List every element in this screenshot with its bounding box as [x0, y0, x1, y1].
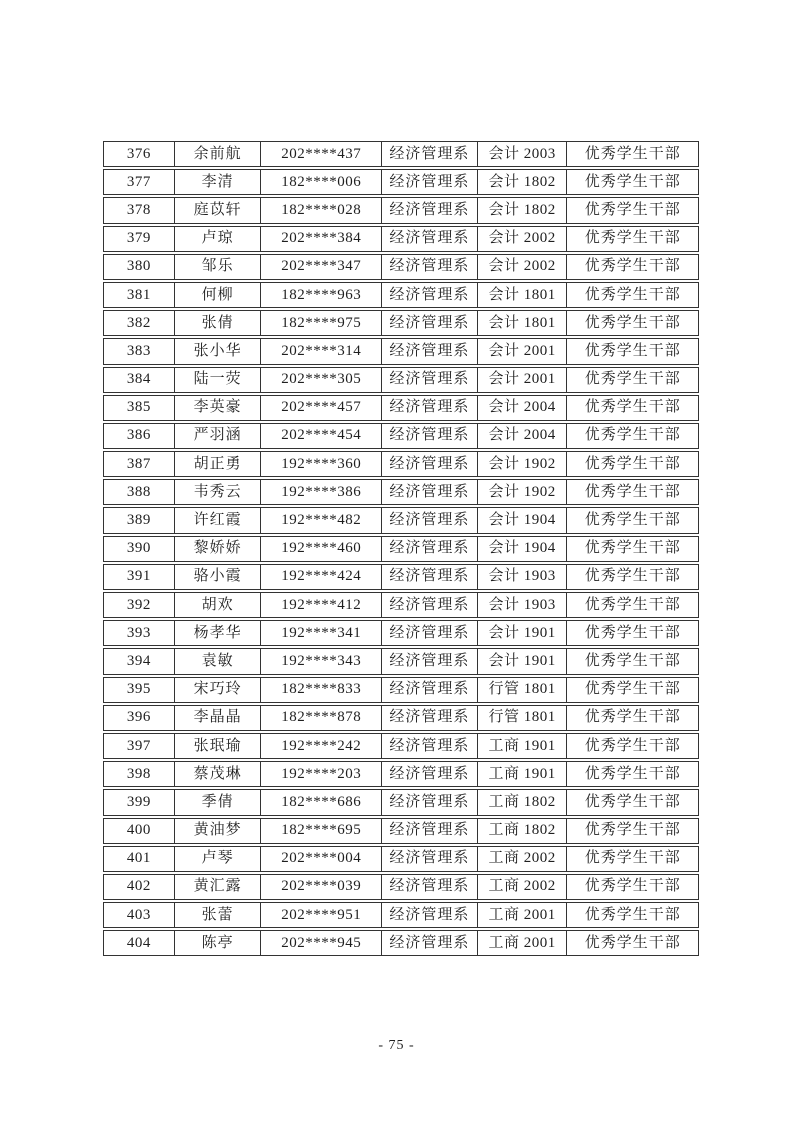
- cell-student-id: 202****004: [261, 847, 382, 871]
- cell-department: 经济管理系: [382, 170, 478, 194]
- cell-award: 优秀学生干部: [584, 737, 681, 754]
- table-row: [103, 648, 699, 674]
- cell-award: 优秀学生干部: [584, 455, 681, 472]
- table-row: [103, 620, 699, 646]
- cell-award: 优秀学生干部: [584, 596, 681, 613]
- cell-award: 优秀学生干部: [584, 512, 681, 529]
- cell-student-id: 192****343: [261, 649, 382, 673]
- cell-student-id: 192****203: [261, 762, 382, 786]
- cell-department: 经济管理系: [382, 762, 478, 786]
- cell-class: 会计 2002: [478, 255, 568, 279]
- table-row: [103, 592, 699, 618]
- table-row: [103, 705, 699, 731]
- table-row: [103, 564, 699, 590]
- cell-student-id: 182****878: [261, 706, 382, 730]
- cell-student-id: 192****424: [261, 565, 382, 589]
- cell-name: 卢琴: [175, 847, 262, 871]
- cell-award: 优秀学生干部: [584, 145, 681, 162]
- cell-award: 优秀学生干部: [584, 201, 681, 218]
- cell-index: 398: [104, 762, 175, 786]
- cell-department: 经济管理系: [382, 537, 478, 561]
- cell-department: 经济管理系: [382, 621, 478, 645]
- cell-class: 会计 1802: [478, 198, 568, 222]
- cell-student-id: 202****347: [261, 255, 382, 279]
- table-row: [103, 874, 699, 900]
- cell-student-id: 182****686: [261, 790, 382, 814]
- cell-class: 会计 1901: [478, 621, 568, 645]
- student-awards-table: [103, 141, 699, 958]
- cell-student-id: 202****305: [261, 368, 382, 392]
- cell-class: 工商 1901: [478, 762, 568, 786]
- page-number: - 75 -: [378, 1038, 415, 1053]
- cell-name: 庭苡轩: [175, 198, 262, 222]
- cell-index: 390: [104, 537, 175, 561]
- cell-department: 经济管理系: [382, 847, 478, 871]
- cell-class: 工商 2001: [478, 903, 568, 927]
- table-row: [103, 733, 699, 759]
- table-row: [103, 197, 699, 223]
- cell-index: 391: [104, 565, 175, 589]
- cell-award: 优秀学生干部: [584, 342, 681, 359]
- cell-award: 优秀学生干部: [584, 314, 681, 331]
- cell-department: 经济管理系: [382, 368, 478, 392]
- cell-name: 袁敏: [175, 649, 262, 673]
- cell-award: 优秀学生干部: [584, 286, 681, 303]
- cell-department: 经济管理系: [382, 649, 478, 673]
- cell-index: 397: [104, 734, 175, 758]
- cell-class: 工商 2002: [478, 875, 568, 899]
- cell-student-id: 182****975: [261, 311, 382, 335]
- table-row: [103, 536, 699, 562]
- cell-student-id: 202****951: [261, 903, 382, 927]
- cell-award: 优秀学生干部: [584, 173, 681, 190]
- cell-name: 季倩: [175, 790, 262, 814]
- cell-index: 384: [104, 368, 175, 392]
- cell-name: 张珉瑜: [175, 734, 262, 758]
- cell-index: 392: [104, 593, 175, 617]
- cell-department: 经济管理系: [382, 480, 478, 504]
- cell-name: 许红霞: [175, 508, 262, 532]
- cell-department: 经济管理系: [382, 593, 478, 617]
- table-row: [103, 367, 699, 393]
- cell-award: 优秀学生干部: [584, 399, 681, 416]
- cell-name: 张小华: [175, 339, 262, 363]
- cell-class: 会计 1903: [478, 565, 568, 589]
- cell-class: 工商 2001: [478, 931, 568, 955]
- cell-department: 经济管理系: [382, 678, 478, 702]
- cell-award: 优秀学生干部: [584, 568, 681, 585]
- cell-department: 经济管理系: [382, 875, 478, 899]
- cell-award: 优秀学生干部: [584, 624, 681, 641]
- cell-name: 李英豪: [175, 396, 262, 420]
- cell-department: 经济管理系: [382, 819, 478, 843]
- cell-name: 李晶晶: [175, 706, 262, 730]
- cell-index: 389: [104, 508, 175, 532]
- cell-department: 经济管理系: [382, 931, 478, 955]
- cell-class: 会计 2004: [478, 424, 568, 448]
- cell-student-id: 192****386: [261, 480, 382, 504]
- cell-department: 经济管理系: [382, 452, 478, 476]
- cell-student-id: 202****437: [261, 142, 382, 166]
- cell-class: 会计 1902: [478, 480, 568, 504]
- cell-index: 399: [104, 790, 175, 814]
- cell-index: 401: [104, 847, 175, 871]
- cell-index: 388: [104, 480, 175, 504]
- cell-name: 陆一荧: [175, 368, 262, 392]
- cell-name: 邹乐: [175, 255, 262, 279]
- cell-name: 张蕾: [175, 903, 262, 927]
- cell-award: 优秀学生干部: [584, 906, 681, 923]
- table-row: [103, 338, 699, 364]
- cell-department: 经济管理系: [382, 396, 478, 420]
- cell-index: 403: [104, 903, 175, 927]
- cell-class: 行管 1801: [478, 678, 568, 702]
- cell-department: 经济管理系: [382, 255, 478, 279]
- cell-student-id: 182****028: [261, 198, 382, 222]
- cell-class: 会计 2003: [478, 142, 568, 166]
- cell-class: 会计 2001: [478, 368, 568, 392]
- cell-department: 经济管理系: [382, 198, 478, 222]
- cell-student-id: 202****457: [261, 396, 382, 420]
- cell-index: 382: [104, 311, 175, 335]
- cell-class: 会计 1901: [478, 649, 568, 673]
- cell-student-id: 182****833: [261, 678, 382, 702]
- cell-student-id: 182****695: [261, 819, 382, 843]
- cell-award: 优秀学生干部: [584, 230, 681, 247]
- cell-index: 394: [104, 649, 175, 673]
- cell-class: 会计 1802: [478, 170, 568, 194]
- cell-class: 会计 2001: [478, 339, 568, 363]
- cell-index: 393: [104, 621, 175, 645]
- cell-index: 385: [104, 396, 175, 420]
- table-row: [103, 818, 699, 844]
- cell-award: 优秀学生干部: [584, 709, 681, 726]
- table-row: [103, 761, 699, 787]
- table-row: [103, 169, 699, 195]
- cell-class: 工商 2002: [478, 847, 568, 871]
- cell-student-id: 192****460: [261, 537, 382, 561]
- cell-department: 经济管理系: [382, 508, 478, 532]
- table-row: [103, 930, 699, 956]
- cell-name: 骆小霞: [175, 565, 262, 589]
- cell-class: 会计 1801: [478, 283, 568, 307]
- cell-name: 严羽涵: [175, 424, 262, 448]
- cell-student-id: 202****945: [261, 931, 382, 955]
- cell-name: 胡正勇: [175, 452, 262, 476]
- cell-index: 383: [104, 339, 175, 363]
- cell-name: 黎娇娇: [175, 537, 262, 561]
- table-row: [103, 507, 699, 533]
- table-row: [103, 451, 699, 477]
- cell-student-id: 202****384: [261, 227, 382, 251]
- cell-student-id: 192****242: [261, 734, 382, 758]
- cell-award: 优秀学生干部: [584, 371, 681, 388]
- cell-class: 工商 1802: [478, 790, 568, 814]
- cell-award: 优秀学生干部: [584, 483, 681, 500]
- cell-name: 蔡茂琳: [175, 762, 262, 786]
- cell-index: 381: [104, 283, 175, 307]
- cell-index: 400: [104, 819, 175, 843]
- cell-award: 优秀学生干部: [584, 793, 681, 810]
- cell-department: 经济管理系: [382, 227, 478, 251]
- cell-index: 395: [104, 678, 175, 702]
- cell-class: 行管 1801: [478, 706, 568, 730]
- table-row: [103, 423, 699, 449]
- cell-index: 402: [104, 875, 175, 899]
- cell-name: 何柳: [175, 283, 262, 307]
- cell-index: 396: [104, 706, 175, 730]
- cell-index: 379: [104, 227, 175, 251]
- cell-award: 优秀学生干部: [584, 540, 681, 557]
- table-row: [103, 789, 699, 815]
- cell-department: 经济管理系: [382, 424, 478, 448]
- cell-award: 优秀学生干部: [584, 427, 681, 444]
- table-row: [103, 141, 699, 167]
- cell-department: 经济管理系: [382, 706, 478, 730]
- cell-award: 优秀学生干部: [584, 934, 681, 951]
- table-row: [103, 846, 699, 872]
- cell-name: 张倩: [175, 311, 262, 335]
- cell-award: 优秀学生干部: [584, 258, 681, 275]
- cell-name: 黄油梦: [175, 819, 262, 843]
- cell-student-id: 192****360: [261, 452, 382, 476]
- cell-department: 经济管理系: [382, 142, 478, 166]
- cell-department: 经济管理系: [382, 790, 478, 814]
- cell-name: 陈亭: [175, 931, 262, 955]
- cell-name: 卢琼: [175, 227, 262, 251]
- cell-name: 韦秀云: [175, 480, 262, 504]
- cell-award: 优秀学生干部: [584, 681, 681, 698]
- cell-index: 404: [104, 931, 175, 955]
- cell-name: 胡欢: [175, 593, 262, 617]
- cell-student-id: 202****454: [261, 424, 382, 448]
- cell-student-id: 192****482: [261, 508, 382, 532]
- cell-index: 377: [104, 170, 175, 194]
- table-row: [103, 254, 699, 280]
- cell-name: 杨孝华: [175, 621, 262, 645]
- cell-name: 宋巧玲: [175, 678, 262, 702]
- cell-index: 386: [104, 424, 175, 448]
- table-row: [103, 310, 699, 336]
- cell-award: 优秀学生干部: [584, 850, 681, 867]
- cell-class: 会计 1904: [478, 537, 568, 561]
- table-row: [103, 902, 699, 928]
- cell-class: 工商 1802: [478, 819, 568, 843]
- cell-index: 378: [104, 198, 175, 222]
- cell-award: 优秀学生干部: [584, 765, 681, 782]
- cell-name: 黄汇露: [175, 875, 262, 899]
- cell-student-id: 182****006: [261, 170, 382, 194]
- cell-department: 经济管理系: [382, 565, 478, 589]
- cell-index: 387: [104, 452, 175, 476]
- cell-class: 会计 1902: [478, 452, 568, 476]
- cell-class: 会计 1801: [478, 311, 568, 335]
- table-row: [103, 226, 699, 252]
- cell-class: 会计 2002: [478, 227, 568, 251]
- cell-index: 376: [104, 142, 175, 166]
- cell-student-id: 192****412: [261, 593, 382, 617]
- cell-award: 优秀学生干部: [584, 878, 681, 895]
- cell-department: 经济管理系: [382, 339, 478, 363]
- cell-department: 经济管理系: [382, 903, 478, 927]
- table-row: [103, 677, 699, 703]
- cell-department: 经济管理系: [382, 283, 478, 307]
- cell-award: 优秀学生干部: [584, 822, 681, 839]
- cell-student-id: 202****039: [261, 875, 382, 899]
- cell-department: 经济管理系: [382, 734, 478, 758]
- cell-name: 李清: [175, 170, 262, 194]
- table-row: [103, 282, 699, 308]
- cell-department: 经济管理系: [382, 311, 478, 335]
- cell-student-id: 182****963: [261, 283, 382, 307]
- cell-student-id: 202****314: [261, 339, 382, 363]
- cell-class: 会计 1903: [478, 593, 568, 617]
- cell-award: 优秀学生干部: [584, 652, 681, 669]
- cell-class: 会计 1904: [478, 508, 568, 532]
- table-row: [103, 395, 699, 421]
- cell-student-id: 192****341: [261, 621, 382, 645]
- cell-name: 余前航: [175, 142, 262, 166]
- cell-class: 会计 2004: [478, 396, 568, 420]
- cell-index: 380: [104, 255, 175, 279]
- cell-class: 工商 1901: [478, 734, 568, 758]
- table-row: [103, 479, 699, 505]
